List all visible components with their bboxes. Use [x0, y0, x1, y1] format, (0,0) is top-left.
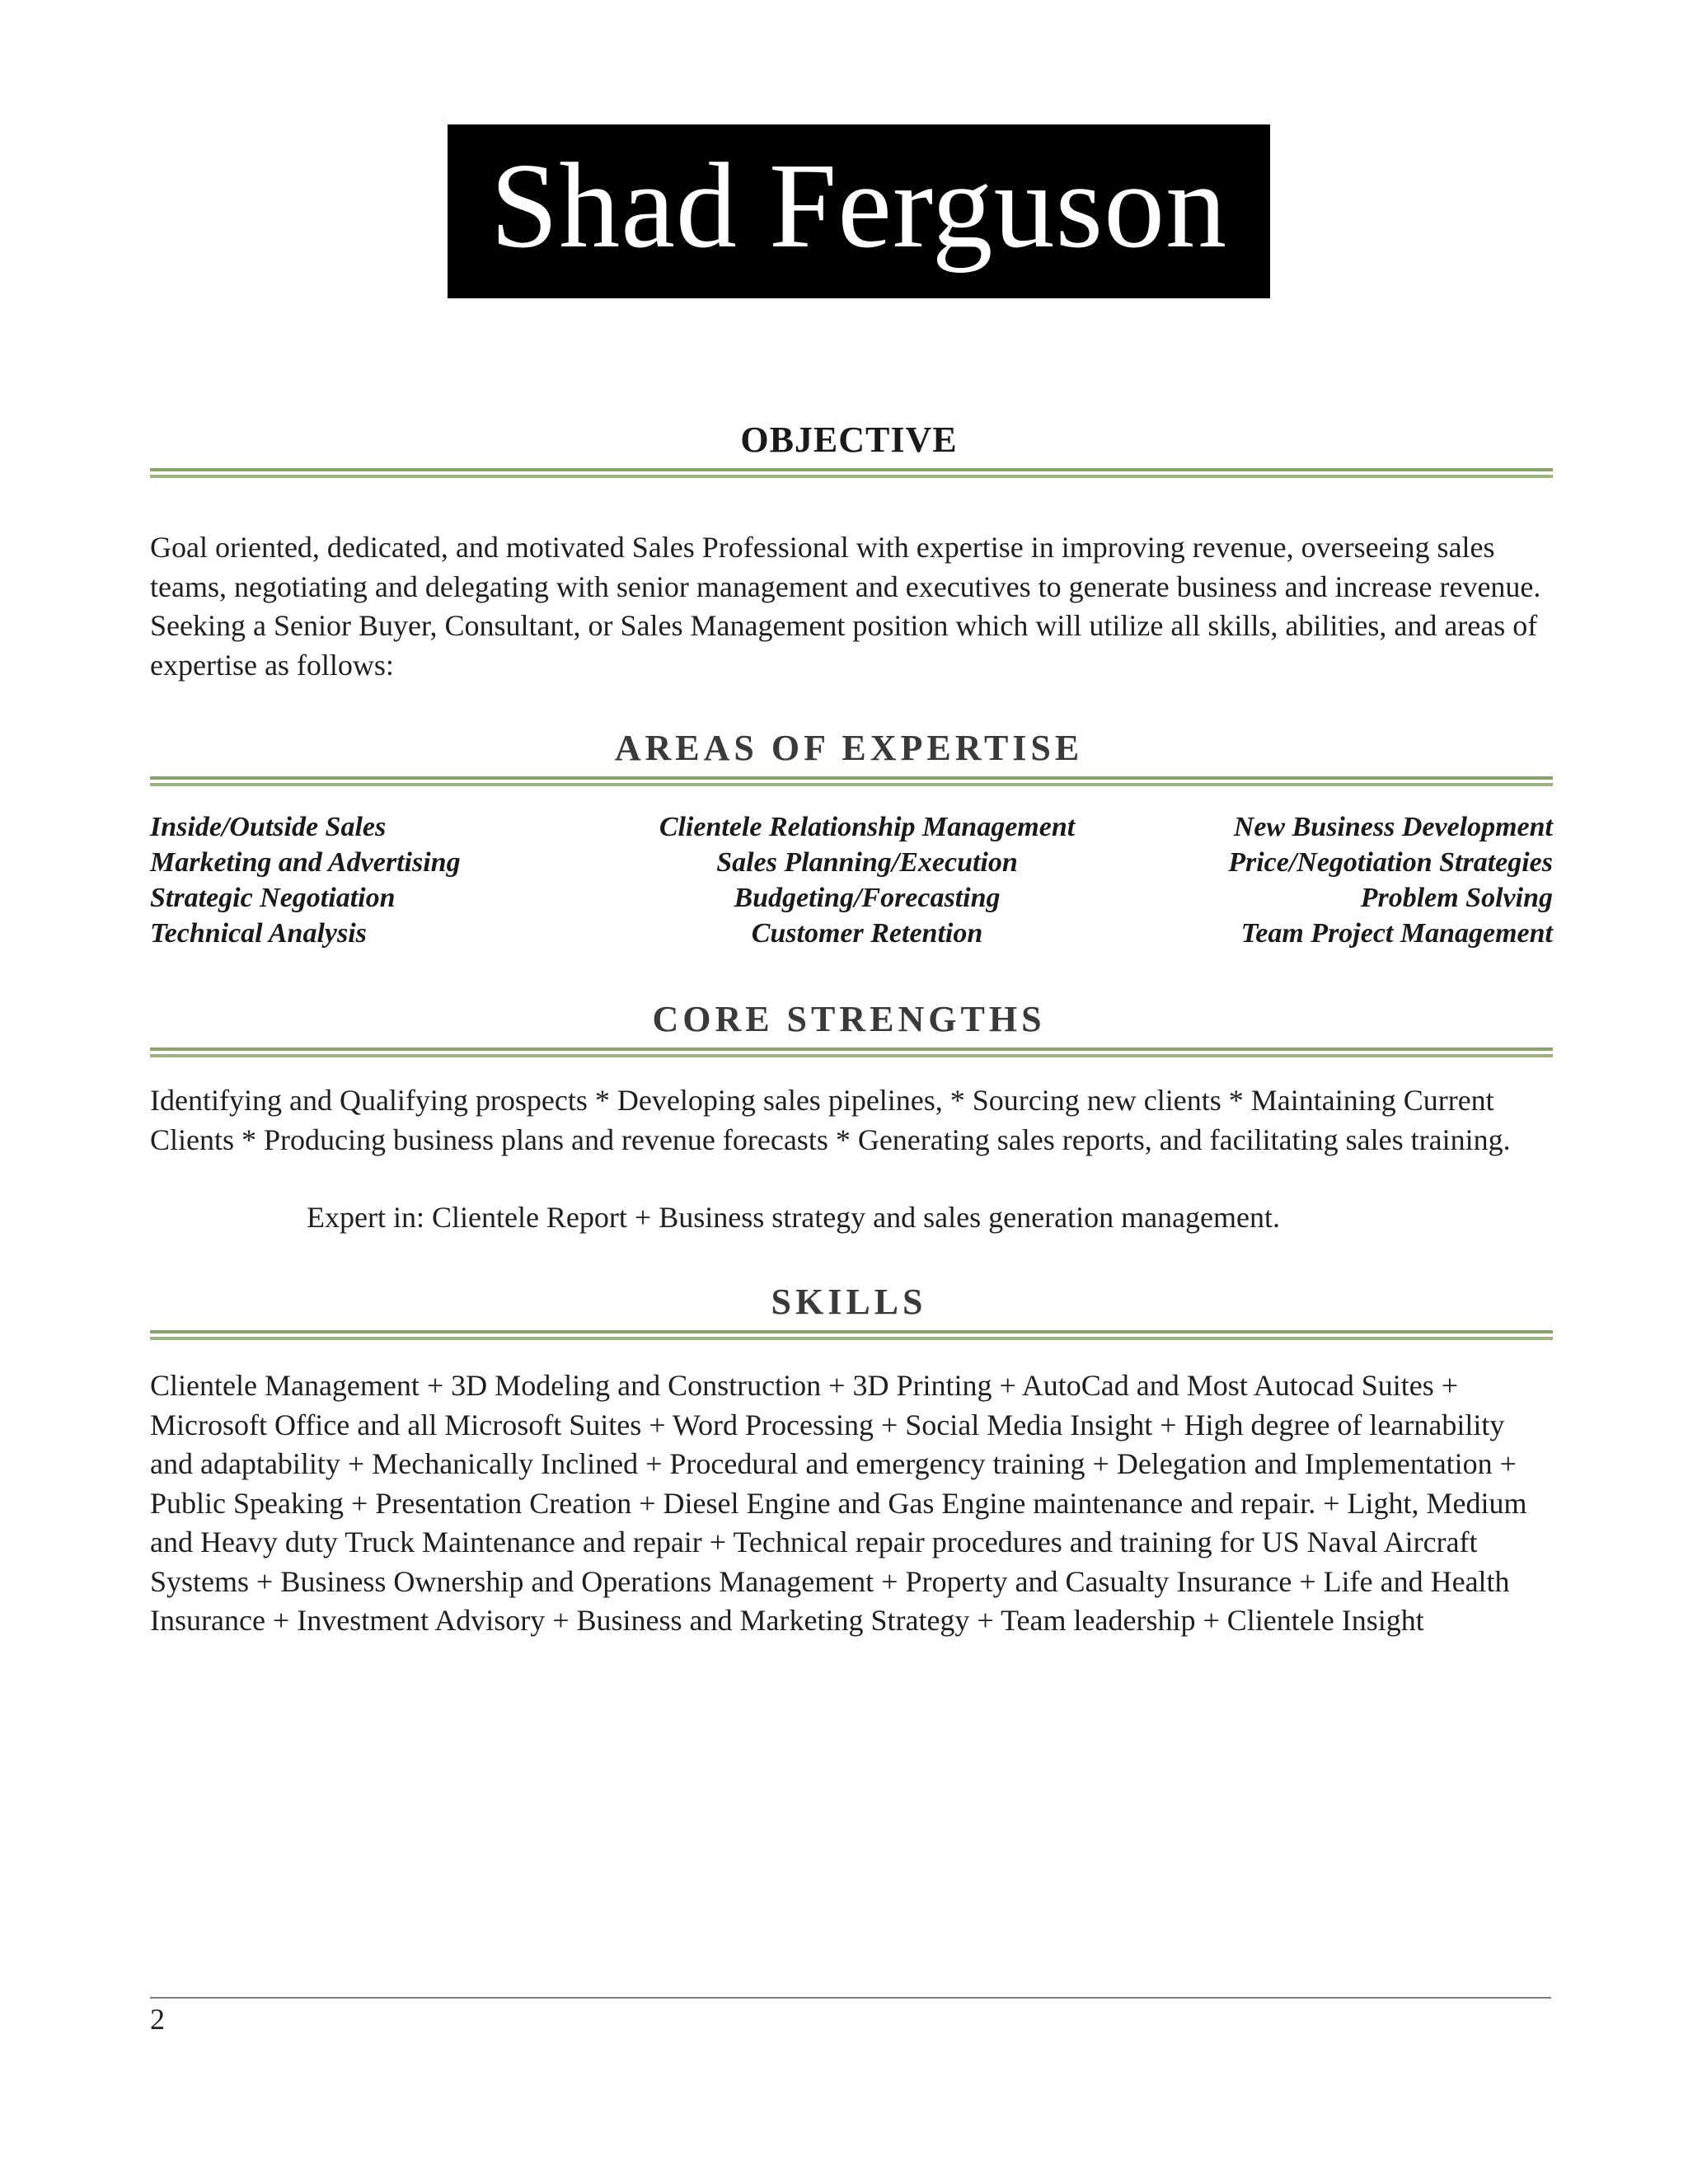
objective-text: Goal oriented, dedicated, and motivated Sales Professional with expertise in improving revenue, overseeing sales teams, negotiating and delegating with senior management and executives to generate business and increase revenue. Seeking a Senior Buyer, Consultant, or Sales Management position which will utilize all skills, abilities, and areas of expertise as follows:: [150, 531, 1541, 682]
name-banner: [448, 124, 1270, 298]
core-strengths-text: Identifying and Qualifying prospects * Developing sales pipelines, * Sourcing new clients * Maintaining Current Clients * Producing business plans and revenue forecasts * Generating sales reports, and facilitating sales training.: [150, 1084, 1511, 1156]
expertise-item: Sales Planning/Execution: [716, 847, 1018, 878]
expertise-item: Customer Retention: [751, 918, 983, 949]
skills-divider: [150, 1330, 1553, 1340]
core-strengths-divider: [150, 1047, 1553, 1057]
areas-column-middle: [612, 809, 1123, 951]
areas-column-left: [150, 809, 461, 951]
expertise-item: Budgeting/Forecasting: [734, 883, 1001, 913]
areas-column-right: [1228, 809, 1553, 951]
expertise-item: Problem Solving: [1360, 883, 1553, 913]
areas-divider: [150, 776, 1553, 786]
areas-of-expertise-heading: AREAS OF EXPERTISE: [614, 728, 1084, 768]
expertise-item: Team Project Management: [1240, 918, 1553, 949]
expertise-item: New Business Development: [1233, 812, 1553, 842]
objective-divider: [150, 468, 1553, 478]
page-number: 2: [150, 2003, 165, 2036]
skills-heading: SKILLS: [771, 1282, 927, 1322]
expertise-item: Price/Negotiation Strategies: [1228, 847, 1553, 878]
expert-in-line: Expert in: Clientele Report + Business strategy and sales generation management.: [307, 1201, 1280, 1234]
expertise-item: Technical Analysis: [150, 918, 367, 949]
expertise-item: Inside/Outside Sales: [150, 812, 387, 842]
skills-text: Clientele Management + 3D Modeling and Construction + 3D Printing + AutoCad and Most Autocad Suites + Microsoft Office and all Microsoft Suites + Word Processing + Social Media Insight + High degree of learnability and adaptability + Mechanically Inclined + Procedural and emergency training + Delegation and Implementation + Public Speaking + Presentation Creation + Diesel Engine and Gas Engine maintenance and repair. + Light, Medium and Heavy duty Truck Maintenance and repair + Technical repair procedures and training for US Naval Aircraft Systems + Business Ownership and Operations Management + Property and Casualty Insurance + Life and Health Insurance + Investment Advisory + Business and Marketing Strategy + Team leadership + Clientele Insight: [150, 1369, 1527, 1637]
footer-divider: [150, 1997, 1551, 1999]
expertise-item: Strategic Negotiation: [150, 883, 396, 913]
core-strengths-heading: CORE STRENGTHS: [652, 999, 1046, 1039]
candidate-name: Shad Ferguson: [490, 138, 1228, 274]
expertise-item: Marketing and Advertising: [150, 847, 461, 878]
expertise-item: Clientele Relationship Management: [659, 812, 1076, 842]
objective-heading: OBJECTIVE: [740, 419, 958, 460]
